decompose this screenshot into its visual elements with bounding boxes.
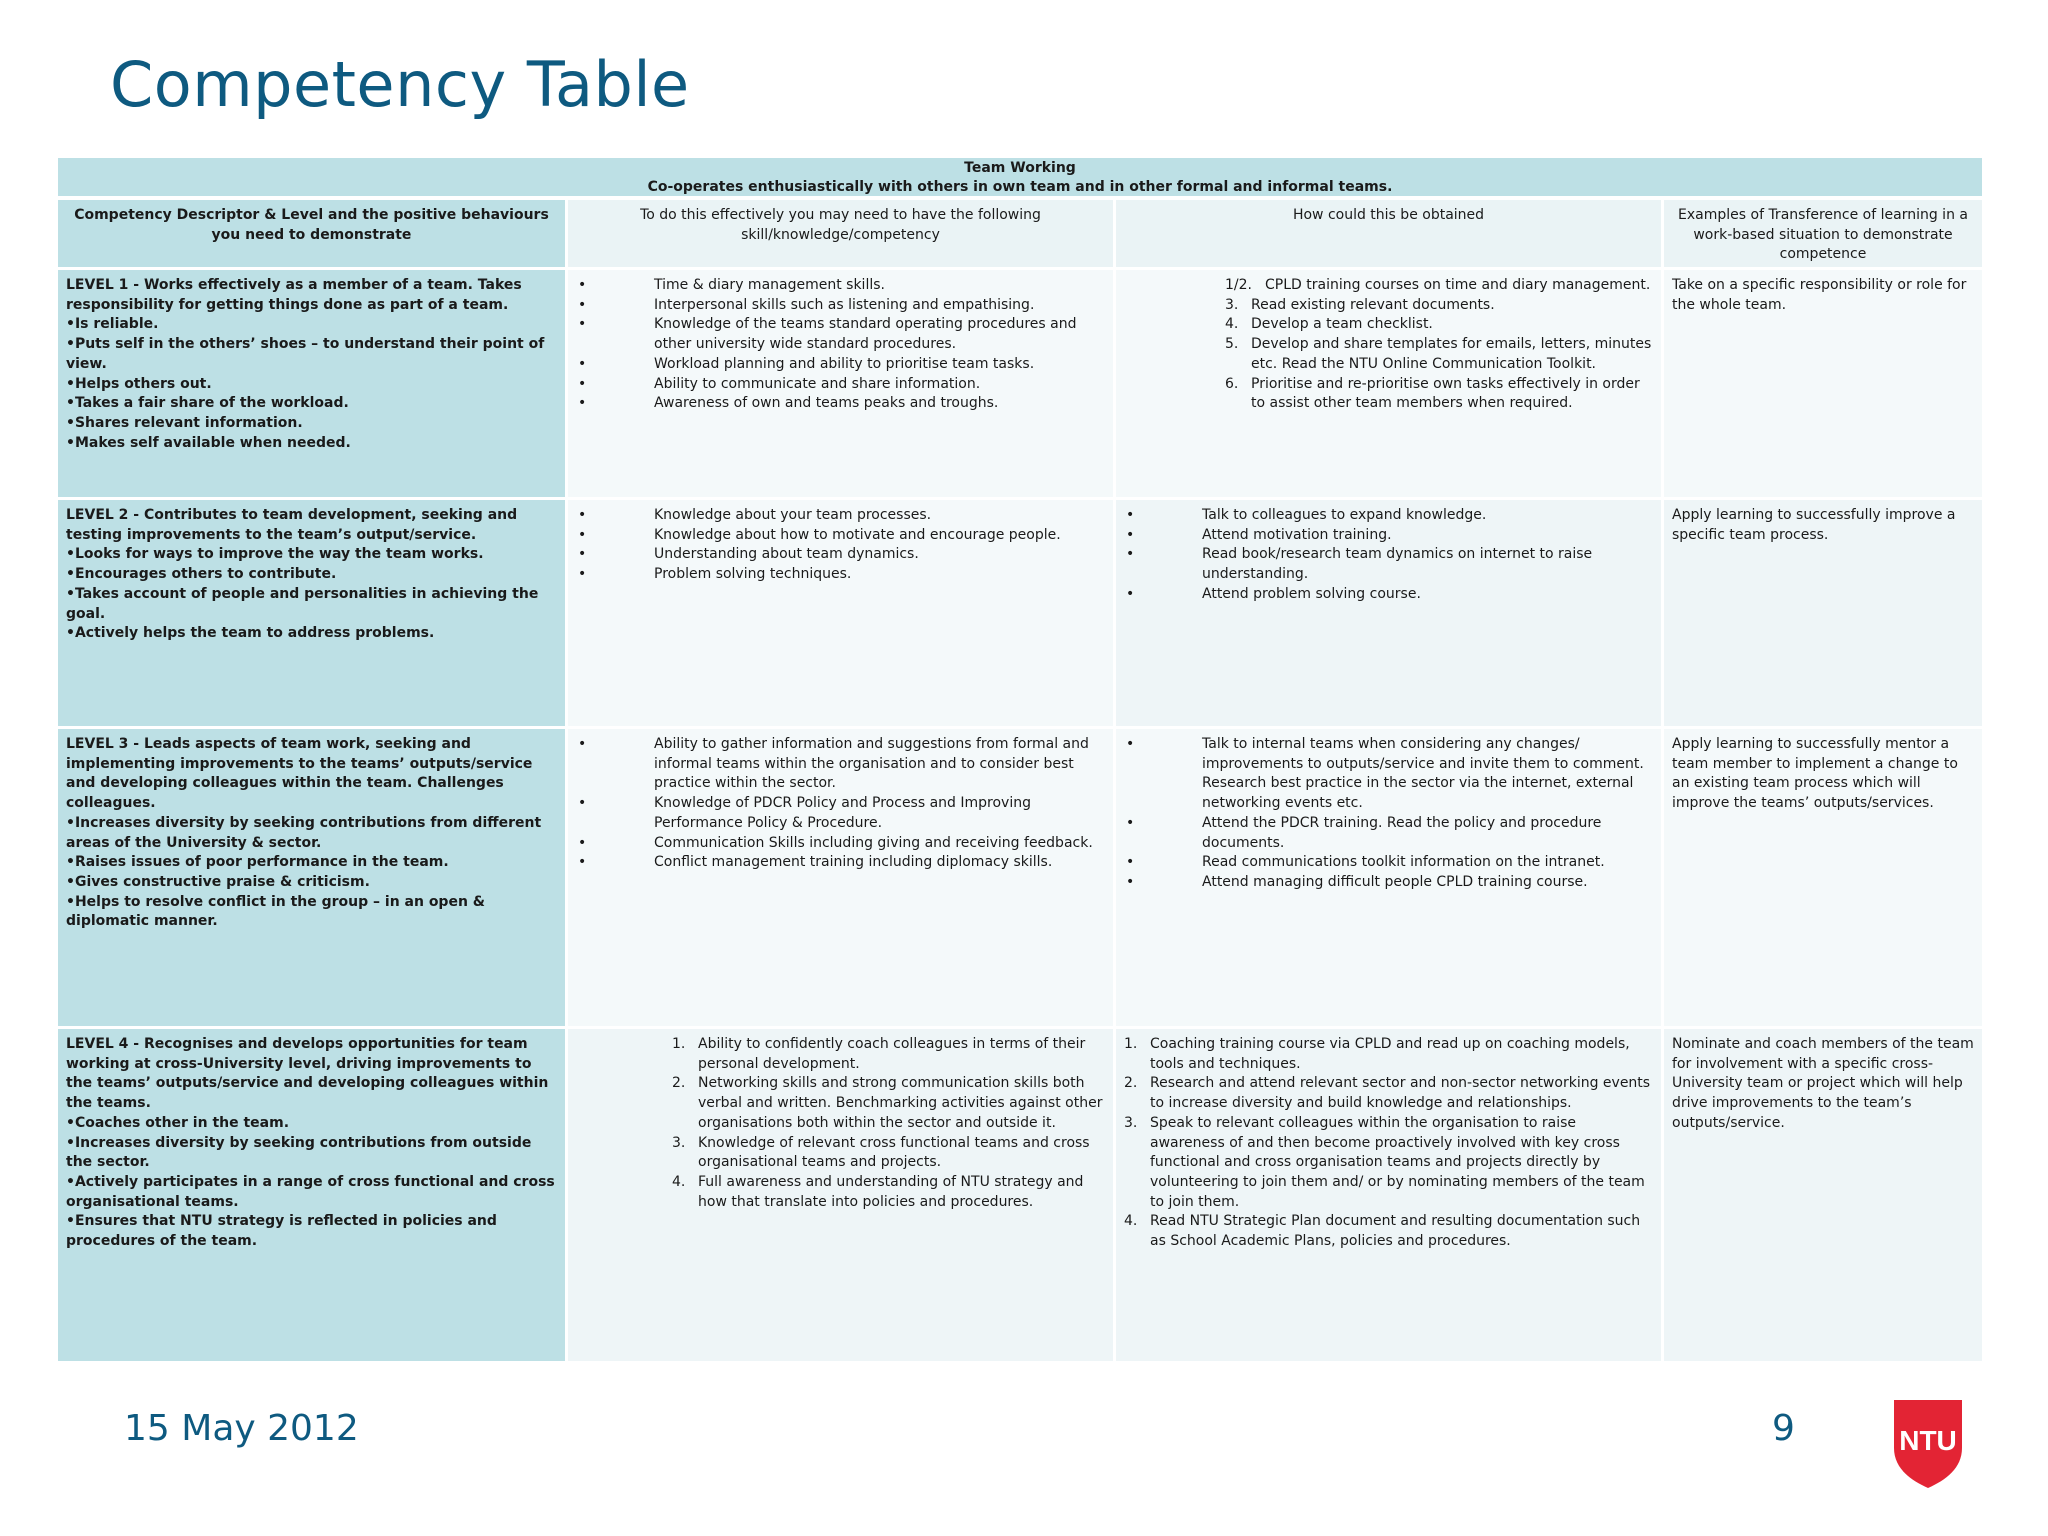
descriptor-line: •Increases diversity by seeking contributions from different areas of the University & sector. — [66, 814, 542, 851]
list-item — [1225, 375, 1653, 414]
item-number: 2. — [672, 1075, 686, 1092]
item-text: Networking skills and strong communication skills both verbal and written. Benchmarking activities against other organisations both within the sector and outside it. — [698, 1075, 1103, 1131]
descriptor-line: •Increases diversity by seeking contributions from outside the sector. — [66, 1134, 532, 1171]
item-text: Develop a team checklist. — [1251, 316, 1433, 333]
descriptor-line: •Looks for ways to improve the way the team works. — [66, 546, 484, 563]
level-3-skills — [568, 729, 1116, 1029]
list-item: • Understanding about team dynamics. — [576, 545, 1105, 565]
item-number: 2. — [1124, 1075, 1138, 1092]
level-1-descriptor — [58, 270, 568, 500]
list-item — [1124, 1035, 1653, 1074]
list-item: • Attend problem solving course. — [1124, 585, 1653, 605]
descriptor-line: •Encourages others to contribute. — [66, 566, 337, 583]
item-number: 4. — [1124, 1213, 1138, 1230]
descriptor-line: •Shares relevant information. — [66, 414, 303, 431]
competency-table — [58, 158, 1982, 1364]
list-item: • Ability to gather information and suggestions from formal and informal teams within the organisation and to consider best practice within the sector. — [576, 735, 1105, 794]
list-item: • Problem solving techniques. — [576, 565, 1105, 585]
item-text: Research and attend relevant sector and non-sector networking events to increase diversity and build knowledge and relationships. — [1150, 1075, 1651, 1112]
list-item: • Communication Skills including giving and receiving feedback. — [576, 834, 1105, 854]
banner-subtitle: Co-operates enthusiastically with others in own team and in other formal and informal teams. — [647, 179, 1393, 195]
list-item: • Attend the PDCR training. Read the policy and procedure documents. — [1124, 814, 1653, 853]
descriptor-line: •Is reliable. — [66, 316, 159, 333]
descriptor-line: •Actively participates in a range of cross functional and cross organisational teams. — [66, 1173, 555, 1210]
list-item — [1124, 1114, 1653, 1213]
level-1-examples: Take on a specific responsibility or role for the whole team. — [1664, 270, 1982, 500]
list-item: • Knowledge about how to motivate and encourage people. — [576, 526, 1105, 546]
level-3-descriptor — [58, 729, 568, 1029]
list-item — [1225, 335, 1653, 374]
item-number: 4. — [672, 1173, 686, 1190]
level-1-skills — [568, 270, 1116, 500]
list-item — [1124, 1074, 1653, 1113]
list-item — [1225, 276, 1653, 296]
item-number: 4. — [1225, 316, 1239, 333]
descriptor-line: •Raises issues of poor performance in the team. — [66, 854, 449, 871]
item-number: 5. — [1225, 336, 1239, 353]
list-item: • Conflict management training including diplomacy skills. — [576, 853, 1105, 873]
descriptor-line: •Helps others out. — [66, 375, 212, 392]
list-item: • Read communications toolkit information on the intranet. — [1124, 853, 1653, 873]
list-item: • Knowledge about your team processes. — [576, 506, 1105, 526]
list-item — [672, 1134, 1105, 1173]
level-3-obtained — [1116, 729, 1664, 1029]
list-item: • Awareness of own and teams peaks and troughs. — [576, 394, 1105, 414]
item-text: Develop and share templates for emails, letters, minutes etc. Read the NTU Online Communication Toolkit. — [1251, 336, 1652, 372]
table-grid — [58, 196, 1982, 1364]
list-item: • Read book/research team dynamics on internet to raise understanding. — [1124, 545, 1653, 584]
descriptor-line: LEVEL 4 - Recognises and develops opportunities for team working at cross-University level, driving improvements to the teams’ outputs/service and developing colleagues within the teams. — [66, 1036, 549, 1112]
list-item: • Knowledge of the teams standard operating procedures and other university wide standard procedures. — [576, 315, 1105, 354]
descriptor-line: •Makes self available when needed. — [66, 434, 351, 451]
item-text: Ability to confidently coach colleagues in terms of their personal development. — [698, 1036, 1086, 1072]
ntu-shield-icon — [1888, 1396, 1968, 1490]
list-item: • Attend managing difficult people CPLD training course. — [1124, 873, 1653, 893]
list-item: • Talk to colleagues to expand knowledge. — [1124, 506, 1653, 526]
item-text: Read existing relevant documents. — [1251, 296, 1495, 313]
list-item: • Talk to internal teams when considering any changes/ improvements to outputs/service and invite them to comment. Research best practice in the sector via the internet, external networking events etc. — [1124, 735, 1653, 814]
item-number: 1/2. — [1225, 277, 1252, 293]
header-skills: To do this effectively you may need to have the following skill/knowledge/competency — [568, 200, 1116, 270]
list-item — [672, 1173, 1105, 1212]
item-text: Coaching training course via CPLD and read up on coaching models, tools and techniques. — [1150, 1036, 1630, 1072]
descriptor-line: •Puts self in the others’ shoes – to understand their point of view. — [66, 336, 545, 372]
list-item: • Ability to communicate and share information. — [576, 375, 1105, 395]
item-text: CPLD training courses on time and diary management. — [1265, 277, 1651, 293]
level-2-skills — [568, 500, 1116, 729]
descriptor-line: •Takes account of people and personalities in achieving the goal. — [66, 585, 539, 622]
header-obtained: How could this be obtained — [1116, 200, 1664, 270]
list-item: • Workload planning and ability to prioritise team tasks. — [576, 355, 1105, 375]
level-2-examples: Apply learning to successfully improve a specific team process. — [1664, 500, 1982, 729]
descriptor-line: LEVEL 1 - Works effectively as a member of a team. Takes responsibility for getting things done as part of a team. — [66, 277, 522, 313]
descriptor-line: •Actively helps the team to address problems. — [66, 625, 435, 642]
item-text: Read NTU Strategic Plan document and resulting documentation such as School Academic Plans, policies and procedures. — [1150, 1213, 1641, 1250]
item-number: 3. — [1124, 1114, 1138, 1131]
item-number: 3. — [1225, 296, 1239, 313]
page-number: 9 — [1772, 1408, 1795, 1449]
list-item — [672, 1074, 1105, 1133]
level-2-obtained — [1116, 500, 1664, 729]
item-text: Knowledge of relevant cross functional teams and cross organisational teams and projects. — [698, 1134, 1090, 1171]
descriptor-line: •Coaches other in the team. — [66, 1114, 290, 1131]
item-number: 1. — [672, 1036, 686, 1052]
list-item — [672, 1035, 1105, 1074]
level-3-examples: Apply learning to successfully mentor a team member to implement a change to an existing team process which will improve the teams’ outputs/services. — [1664, 729, 1982, 1029]
item-number: 3. — [672, 1134, 686, 1151]
list-item: • Time & diary management skills. — [576, 276, 1105, 296]
level-4-descriptor — [58, 1029, 568, 1364]
list-item — [1124, 1212, 1653, 1251]
header-examples: Examples of Transference of learning in a work-based situation to demonstrate competence — [1664, 200, 1982, 270]
slide-title: Competency Table — [110, 48, 690, 121]
descriptor-line: •Helps to resolve conflict in the group – in an open & diplomatic manner. — [66, 893, 486, 930]
list-item: • Interpersonal skills such as listening and empathising. — [576, 296, 1105, 316]
list-item: • Knowledge of PDCR Policy and Process and Improving Performance Policy & Procedure. — [576, 794, 1105, 833]
list-item — [1225, 296, 1653, 316]
logo-text: NTU — [1899, 1425, 1957, 1456]
list-item: • Attend motivation training. — [1124, 526, 1653, 546]
descriptor-line: •Gives constructive praise & criticism. — [66, 873, 370, 890]
level-4-skills — [568, 1029, 1116, 1364]
level-1-obtained — [1116, 270, 1664, 500]
level-4-examples: Nominate and coach members of the team for involvement with a specific cross-University team or project which will help drive improvements to the team’s outputs/service. — [1664, 1029, 1982, 1364]
list-item — [1225, 315, 1653, 335]
level-4-obtained — [1116, 1029, 1664, 1364]
footer-date: 15 May 2012 — [124, 1408, 359, 1449]
descriptor-line: LEVEL 2 - Contributes to team development, seeking and testing improvements to the team’s output/service. — [66, 507, 518, 543]
item-text: Prioritise and re-prioritise own tasks effectively in order to assist other team members when required. — [1251, 375, 1640, 412]
item-number: 6. — [1225, 375, 1239, 392]
item-number: 1. — [1124, 1036, 1138, 1052]
header-descriptor: Competency Descriptor & Level and the positive behaviours you need to demonstrate — [58, 200, 568, 270]
level-2-descriptor — [58, 500, 568, 729]
ntu-logo — [1888, 1396, 1968, 1490]
banner-title: Team Working — [964, 160, 1076, 176]
descriptor-line: •Ensures that NTU strategy is reflected in policies and procedures of the team. — [66, 1213, 497, 1250]
item-text: Speak to relevant colleagues within the organisation to raise awareness of and then become proactively involved with key cross functional and cross organisation teams and projects directly by volunteering to join them and/ or by nominating members of the team to join them. — [1150, 1114, 1645, 1210]
item-text: Full awareness and understanding of NTU strategy and how that translate into policies and procedures. — [698, 1173, 1084, 1210]
descriptor-line: LEVEL 3 - Leads aspects of team work, seeking and implementing improvements to the teams’ outputs/service and developing colleagues within the team. Challenges colleagues. — [66, 736, 533, 812]
table-banner — [58, 158, 1982, 196]
descriptor-line: •Takes a fair share of the workload. — [66, 395, 349, 412]
